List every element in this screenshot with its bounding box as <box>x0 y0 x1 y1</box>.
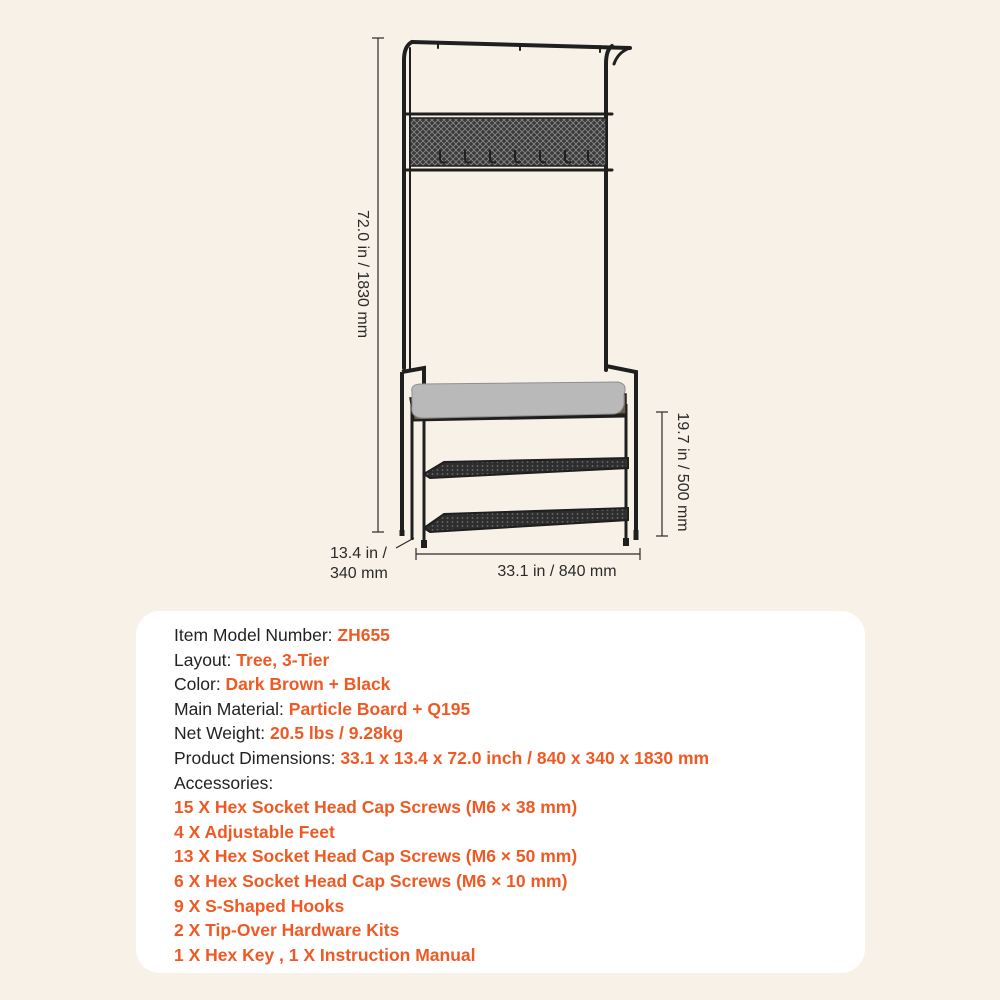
spec-label: Item Model Number: <box>174 625 338 645</box>
accessory-item: 2 X Tip-Over Hardware Kits <box>174 920 400 941</box>
middle-shelf <box>424 458 628 478</box>
seat-height-dimension-label: 19.7 in / 500 mm <box>674 412 691 532</box>
spec-value: ZH655 <box>337 625 390 645</box>
accessory-item: 1 X Hex Key , 1 X Instruction Manual <box>174 944 476 965</box>
depth-dimension-label-line1: 13.4 in / <box>330 545 387 562</box>
spec-label: Net Weight: <box>174 723 270 744</box>
depth-dimension-label-line2: 340 mm <box>330 565 388 582</box>
accessory-item: 9 X S-Shaped Hooks <box>174 895 345 916</box>
accessories-heading: Accessories: <box>174 772 274 793</box>
accessory-item: 6 X Hex Socket Head Cap Screws (M6 × 10 mm) <box>174 870 568 891</box>
spec-value: Tree, 3-Tier <box>236 649 330 670</box>
spec-model <box>174 623 865 648</box>
spec-label: Product Dimensions: <box>174 747 341 768</box>
seat-cushion <box>412 382 625 418</box>
spec-value: Dark Brown + Black <box>225 674 391 695</box>
spec-dimensions <box>174 746 865 771</box>
spec-label: Main Material: <box>174 698 289 719</box>
spec-label: Layout: <box>174 649 237 670</box>
spec-value: 33.1 x 13.4 x 72.0 inch / 840 x 340 x 1830 mm <box>340 747 710 768</box>
accessory-item: 13 X Hex Socket Head Cap Screws (M6 × 50 mm) <box>174 846 578 867</box>
spec-value: Particle Board + Q195 <box>288 698 471 719</box>
spec-material <box>174 697 865 722</box>
spec-color <box>174 672 865 697</box>
accessory-item: 4 X Adjustable Feet <box>174 821 335 842</box>
spec-layout <box>174 648 865 673</box>
spec-card <box>136 611 865 973</box>
spec-label: Color: <box>174 674 226 695</box>
hall-tree-frame <box>404 42 630 370</box>
width-dimension-line <box>416 548 640 560</box>
height-dimension-label: 72.0 in / 1830 mm <box>354 209 371 339</box>
bottom-shelf <box>424 508 628 532</box>
seat-height-dimension-line <box>656 412 668 536</box>
width-dimension-label: 33.1 in / 840 mm <box>497 563 617 580</box>
accessory-item: 15 X Hex Socket Head Cap Screws (M6 × 38 mm) <box>174 797 578 818</box>
spec-weight <box>174 721 865 746</box>
height-dimension-line <box>372 38 384 532</box>
spec-value: 20.5 lbs / 9.28kg <box>269 723 404 744</box>
